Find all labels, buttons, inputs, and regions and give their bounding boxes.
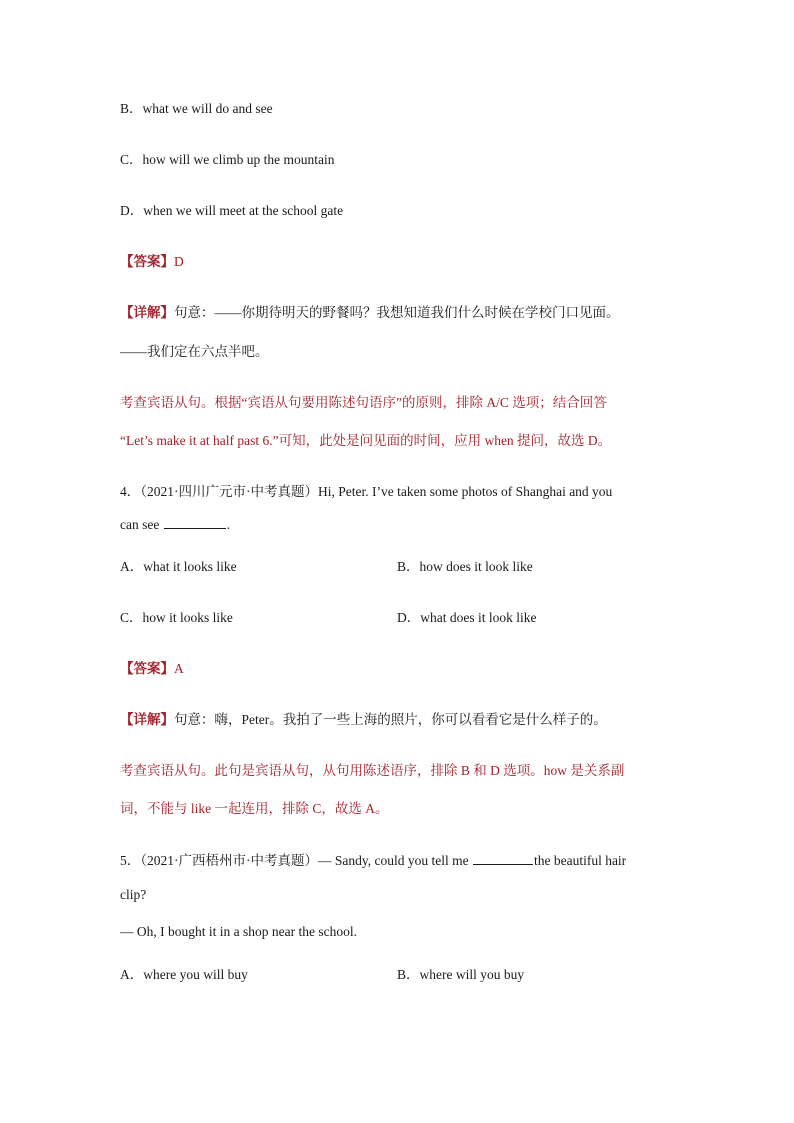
q4-stem-line1: 4．（2021·四川广元市·中考真题）Hi, Peter. I’ve taken some photos of Shanghai and you	[120, 484, 613, 499]
q3-option-c: C．how will we climb up the mountain	[120, 152, 335, 167]
q4-analysis-line2: 词，不能与 like 一起连用，排除 C，故选 A。	[120, 801, 389, 816]
q4-answer	[120, 660, 184, 678]
q4-stem-line2	[120, 515, 230, 534]
q4-option-c: C．how it looks like	[120, 610, 233, 625]
q3-answer	[120, 253, 184, 271]
detail-text: 句意：嗨，Peter。我拍了一些上海的照片，你可以看看它是什么样子的。	[174, 712, 607, 727]
q4-detail-line1	[120, 711, 607, 729]
q5-stem-line2: clip?	[120, 887, 147, 902]
q4-analysis-line1: 考查宾语从句。此句是宾语从句，从句用陈述语序，排除 B 和 D 选项。how 是关系副	[120, 763, 625, 778]
q5-answer-blank	[473, 851, 533, 865]
answer-value: A	[174, 661, 184, 676]
q4-option-d: D．what does it look like	[397, 610, 537, 625]
detail-text: 句意：——你期待明天的野餐吗？我想知道我们什么时候在学校门口见面。	[174, 305, 620, 320]
q3-option-d: D．when we will meet at the school gate	[120, 203, 344, 218]
q3-analysis-line1: 考查宾语从句。根据“宾语从句要用陈述句语序”的原则，排除 A/C 选项；结合回答	[120, 395, 607, 410]
answer-tag: 【答案】	[120, 661, 174, 676]
detail-tag: 【详解】	[120, 712, 174, 727]
q4-stem-text: can see	[120, 517, 160, 532]
q5-stem-suffix: the beautiful hair	[533, 853, 627, 868]
q5-option-b: B．where will you buy	[397, 967, 525, 982]
q5-stem-line1	[120, 851, 626, 870]
q5-stem-line3: — Oh, I bought it in a shop near the school.	[120, 924, 357, 939]
answer-tag: 【答案】	[120, 254, 174, 269]
q4-option-a: A．what it looks like	[120, 559, 237, 574]
q3-analysis-line2: “Let’s make it at half past 6.”可知，此处是问见面的时间，应用 when 提问，故选 D。	[120, 433, 612, 448]
detail-tag: 【详解】	[120, 305, 174, 320]
q3-detail-line1	[120, 304, 620, 322]
q4-stem-period: .	[226, 517, 231, 532]
q5-stem-text: 5．（2021·广西梧州市·中考真题）— Sandy, could you tell me	[120, 853, 469, 868]
q5-option-a: A．where you will buy	[120, 967, 248, 982]
q4-answer-blank	[164, 515, 226, 529]
q3-option-b: B．what we will do and see	[120, 101, 273, 116]
q4-option-b: B．how does it look like	[397, 559, 533, 574]
q3-detail-line2: ——我们定在六点半吧。	[120, 344, 269, 359]
answer-value: D	[174, 254, 184, 269]
